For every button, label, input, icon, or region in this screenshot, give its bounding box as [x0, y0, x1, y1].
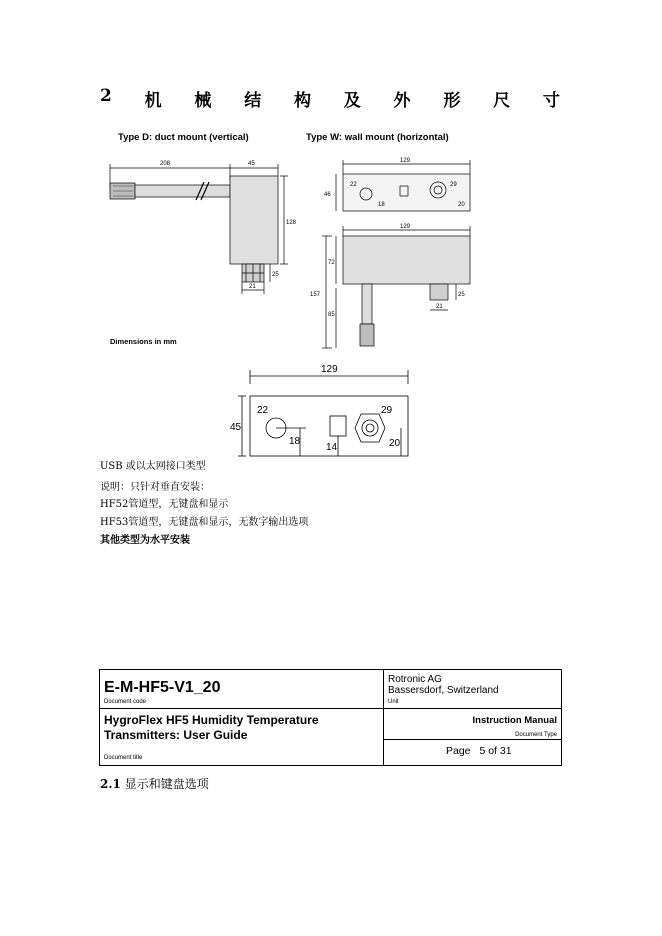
dim-label: 18: [378, 202, 385, 208]
dim-label: 157: [310, 292, 321, 298]
dim-label: 129: [321, 364, 338, 375]
dim-label: 18: [289, 436, 301, 447]
document-footer-table: [99, 669, 562, 766]
page-label: Page: [446, 745, 471, 757]
dim-label: 21: [436, 304, 443, 310]
document-title-line-2: Transmitters: User Guide: [104, 728, 248, 742]
heading-char: 结: [244, 91, 262, 111]
dim-label: 29: [381, 405, 393, 416]
dim-label: 46: [324, 192, 331, 198]
usb-variant-drawing: [225, 358, 415, 468]
dim-label: 14: [326, 442, 338, 453]
document-type: Instruction Manual: [472, 715, 557, 726]
heading-char: 械: [194, 91, 212, 111]
other-types-line: 其他类型为水平安装: [100, 535, 190, 546]
dim-label: 72: [328, 260, 335, 266]
heading-char: 尺: [493, 91, 511, 111]
type-d-label: Type D: duct mount (vertical): [118, 132, 249, 143]
dim-label: 21: [249, 284, 256, 290]
subsection-title: 显示和键盘选项: [124, 777, 209, 791]
dim-label: 20: [389, 438, 401, 449]
dim-label: 129: [400, 224, 411, 230]
subsection-heading: [100, 775, 209, 792]
dim-label: 85: [328, 312, 335, 318]
usb-caption: USB 或以太网接口类型: [100, 461, 206, 472]
type-w-label: Type W: wall mount (horizontal): [306, 132, 449, 143]
heading-char: 外: [393, 91, 411, 111]
unit-line-1: Rotronic AG: [388, 674, 442, 685]
dim-label: 25: [458, 292, 465, 298]
document-title-label: Document title: [104, 755, 143, 761]
type-w-front-view: [322, 226, 470, 348]
dim-label: 128: [286, 220, 297, 226]
heading-char: 形: [443, 91, 461, 111]
dim-label: 45: [230, 422, 242, 433]
heading-char: 寸: [542, 91, 560, 111]
heading-char: 机: [144, 91, 162, 111]
dim-label: 25: [272, 272, 279, 278]
hf52-line: HF52管道型，无键盘和显示: [100, 499, 229, 510]
document-title-line-1: HygroFlex HF5 Humidity Temperature: [104, 713, 319, 727]
dimensions-note: Dimensions in mm: [110, 337, 177, 346]
page-number: 5 of 31: [479, 745, 512, 757]
hf53-line: HF53管道型，无键盘和显示，无数字输出选项: [100, 517, 309, 528]
document-code-label: Document code: [104, 699, 147, 705]
dim-label: 22: [350, 182, 357, 188]
dim-label: 22: [257, 405, 269, 416]
type-d-drawing: [110, 164, 288, 294]
dim-label: 45: [248, 161, 255, 167]
unit-label: Unit: [388, 699, 399, 705]
note-line: 说明：只针对垂直安装：: [100, 482, 210, 493]
heading-char: 及: [343, 91, 361, 111]
section-number: 2: [100, 86, 112, 106]
dim-label: 20: [458, 202, 465, 208]
document-type-label: Document Type: [515, 732, 557, 738]
section-heading: [100, 86, 560, 111]
subsection-number: 2.1: [100, 777, 121, 791]
dim-label: 208: [160, 161, 171, 167]
heading-char: 构: [293, 91, 311, 111]
unit-line-2: Bassersdorf, Switzerland: [388, 685, 499, 696]
mechanical-drawing-figure: [100, 124, 490, 352]
document-code: E-M-HF5-V1_20: [104, 679, 221, 696]
dim-label: 29: [450, 182, 457, 188]
dim-label: 129: [400, 158, 411, 164]
